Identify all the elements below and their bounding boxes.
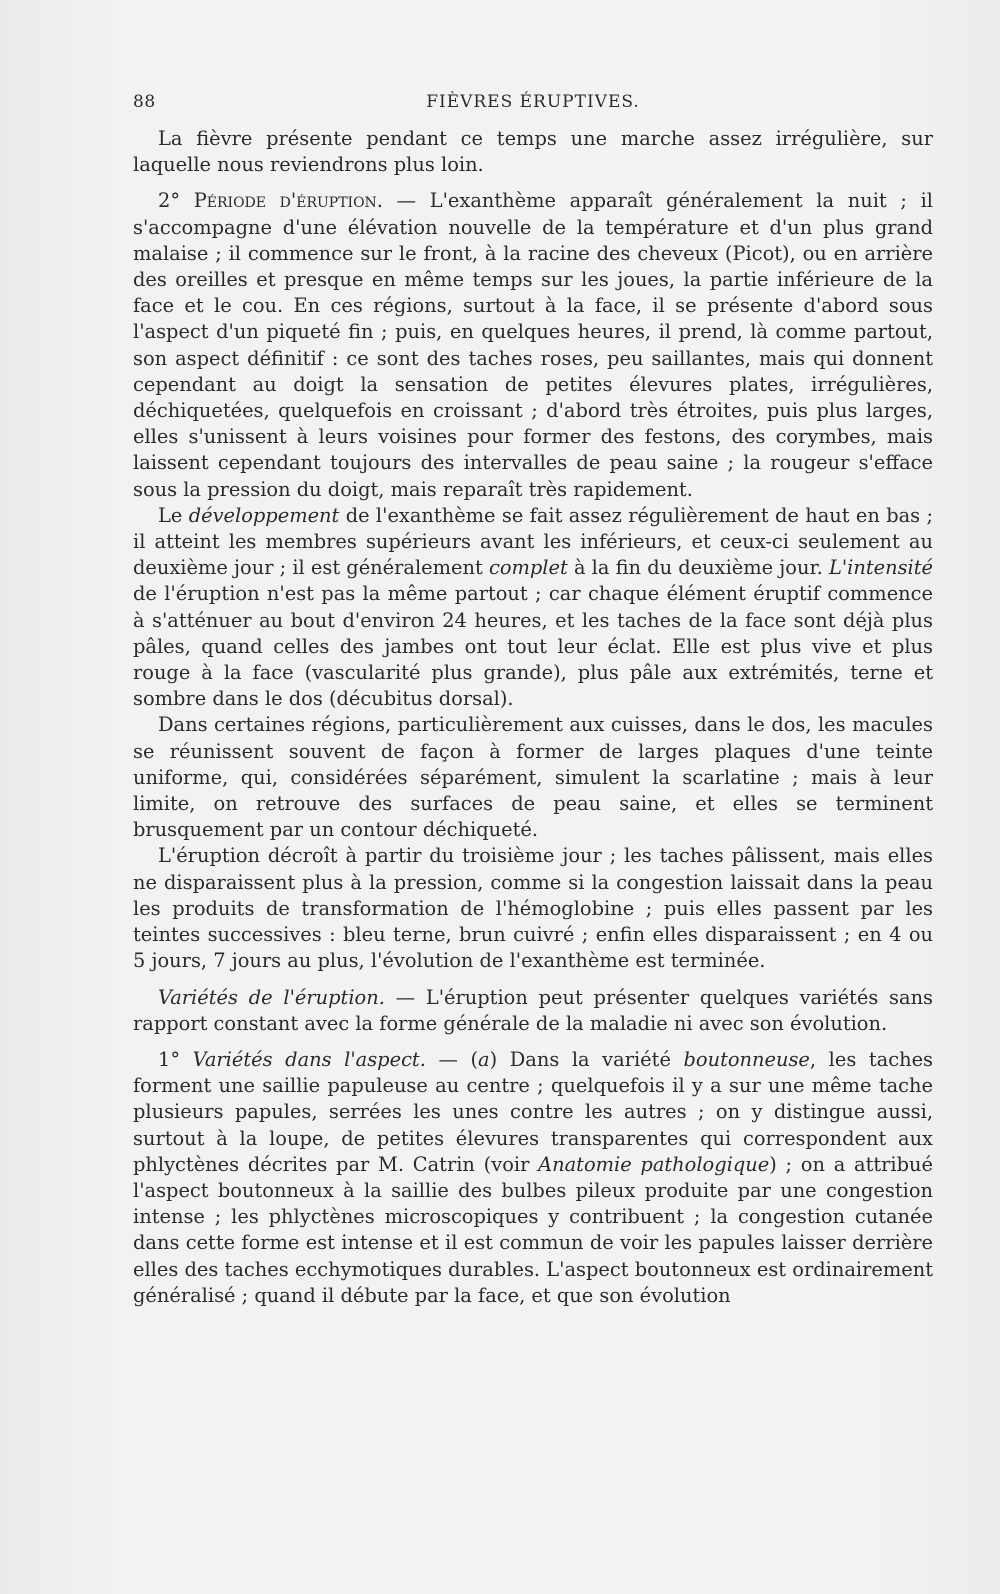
paragraph-varietes-aspect [133, 1047, 933, 1309]
paragraph-text: — L'exanthème apparaît généralement la nuit ; il s'accompagne d'une élévation nouvelle de la température et d'un plus grand malaise ; il commence sur le front, à la racine des cheveux (Picot), ou en arrière des oreilles et presque en même temps sur les joues, la partie inférieure de la face et le cou. En ces régions, surtout à la face, il se présente d'abord sous l'aspect d'un piqueté fin ; puis, en quelques heures, il prend, là comme partout, son aspect définitif : ce sont des taches roses, peu saillantes, mais qui donnent cependant au doigt la sensation de petites élevures plates, irrégulières, déchiquetées, quelquefois en croissant ; d'abord très étroites, puis plus larges, elles s'unissent à leurs voisines pour former des festons, des corymbes, mais laissent cependant toujours des intervalles de peau saine ; la rougeur s'efface sous la pression du doigt, mais reparaît très rapidement. [133, 189, 933, 501]
running-title: FIÈVRES ÉRUPTIVES. [426, 92, 640, 112]
text-run: de l'exanthème se fait assez régulièrement de haut en bas ; il atteint les membres supérieurs avant les inférieurs, et ceux-ci seulement au deuxième jour ; il est généralement [133, 503, 933, 580]
italic-term: a [478, 1047, 490, 1071]
paragraph-macules: Dans certaines régions, particulièrement aux cuisses, dans le dos, les macules se réunissent souvent de façon à former de larges plaques d'une teinte uniforme, qui, considérées séparément, simulent la scarlatine ; mais à leur limite, on retrouve des surfaces de peau saine, et elles se terminent brusquement par un contour déchiqueté. [133, 713, 933, 842]
italic-term: Anatomie pathologique [538, 1152, 770, 1176]
text-run: ) ; on a attribué l'aspect boutonneux à la saillie des bulbes pileux produite par une congestion intense ; les phlyctènes microscopiques y contribuent ; la congestion cutanée dans cette forme est intense et il est commun de voir les papules laisser derrière elles des taches ecchymotiques durables. L'aspect boutonneux est ordinairement généralisé ; quand il débute par la face, et que son évolution [133, 1152, 934, 1307]
section-heading: Période d'éruption. [193, 189, 383, 213]
paragraph-developpement [133, 503, 933, 713]
text-run: — ( [425, 1047, 479, 1071]
section-number: 2° [158, 189, 181, 213]
section-number: 1° [158, 1047, 193, 1071]
text-run: de l'éruption n'est pas la même partout ; car chaque élément éruptif commence à s'atténuer au bout d'environ 24 heures, et les taches de la face sont déjà plus pâles, quand celles des jambes ont tout leur éclat. Elle est plus vive et plus rouge à la face (vascularité plus grande), plus pâle aux extrémités, terne et sombre dans le dos (décubitus dorsal). [133, 582, 933, 711]
text-run: ) Dans la variété [489, 1047, 684, 1071]
italic-term: L'intensité [828, 556, 934, 580]
text-run: , les taches forment une saillie papuleuse au centre ; quelquefois il y a sur une même tache plusieurs papules, serrées les unes contre les autres ; on y distingue aussi, surtout à la loupe, de petites élevures transparentes qui correspondent aux phlyctènes décrites par M. Catrin (voir [133, 1047, 933, 1176]
text-run: Le [158, 503, 189, 527]
paragraph-periode-eruption [133, 188, 933, 502]
italic-term: complet [488, 556, 568, 580]
paragraph-1: La fièvre présente pendant ce temps une marche assez irrégulière, sur laquelle nous reviendrons plus loin. [133, 127, 933, 177]
italic-term: développement [188, 503, 340, 527]
text-run: — L'éruption peut présenter quelques variétés sans rapport constant avec la forme générale de la maladie ni avec son évolution. [133, 985, 934, 1035]
subsection-heading: Variétés dans l'aspect. [192, 1047, 426, 1071]
text-run: à la fin du deuxième jour. [567, 556, 829, 580]
page-body [133, 126, 933, 1309]
paragraph-decroissance: L'éruption décroît à partir du troisième jour ; les taches pâlissent, mais elles ne disparaissent plus à la pression, comme si la congestion laissait dans la peau les produits de transformation de l'hémoglobine ; puis elles passent par les teintes successives : bleu terne, brun cuivré ; enfin elles disparaissent ; en 4 ou 5 jours, 7 jours au plus, l'évolution de l'exanthème est terminée. [133, 844, 933, 973]
italic-term: boutonneuse [683, 1047, 810, 1071]
running-header [133, 92, 933, 120]
page-number: 88 [133, 92, 156, 112]
subsection-heading: Variétés de l'éruption. [158, 985, 385, 1009]
paragraph-varietes [133, 985, 933, 1037]
